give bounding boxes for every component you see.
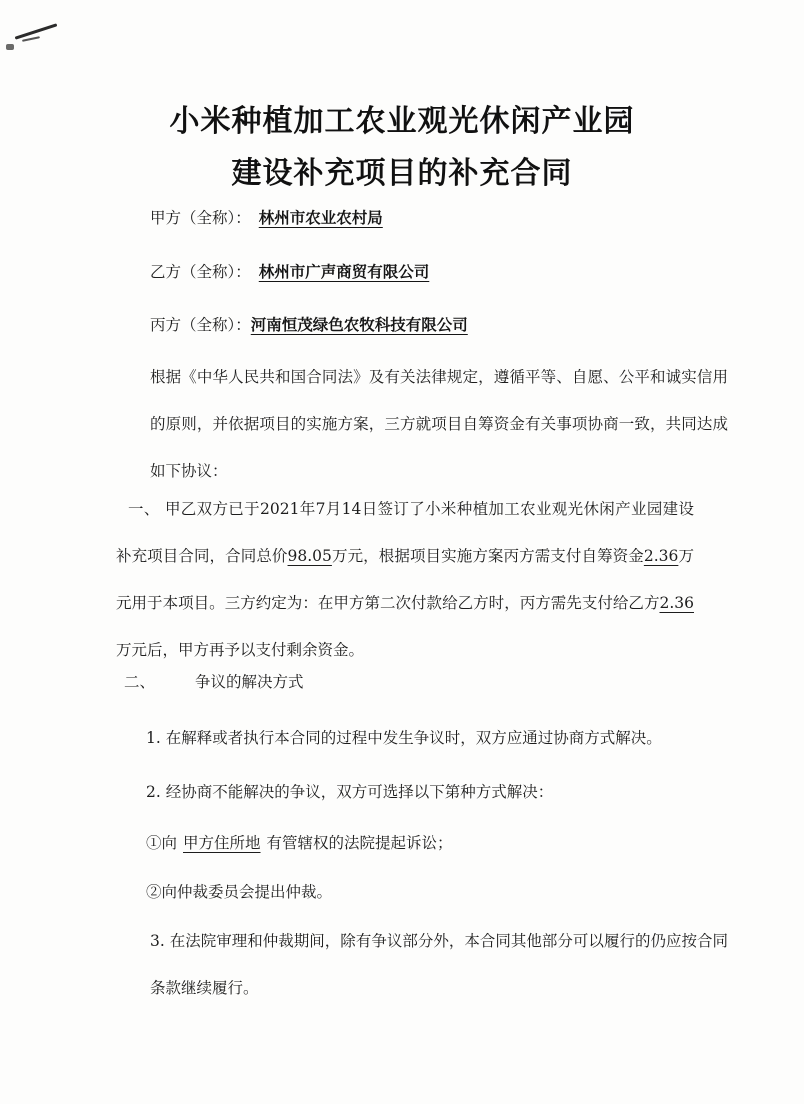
party-b xyxy=(150,260,437,282)
section-2-number: 二、 xyxy=(124,673,156,691)
section-1-text-c: 万元用于本项目。三方约定为：在甲方第二次付款给乙方时，丙方需先支付给乙方 xyxy=(116,547,694,612)
party-c-name: 河南恒茂绿色农牧科技有限公司 xyxy=(250,315,468,334)
party-a-name: 林州市农业农村局 xyxy=(258,208,383,227)
section-2-title: 争议的解决方式 xyxy=(195,673,304,691)
party-a-label: 甲方（全称）： xyxy=(150,209,251,227)
clause-option-2: ②向仲裁委员会提出仲裁。 xyxy=(146,883,333,901)
document-title-line-2: 建设补充项目的补充合同 xyxy=(231,156,573,191)
option-1-prefix: ①向 xyxy=(146,834,178,852)
section-1-text-b: 万元，根据项目实施方案丙方需支付自筹资金 xyxy=(331,547,644,565)
clause-2: 2. 经协商不能解决的争议，双方可选择以下第种方式解决： xyxy=(146,783,554,801)
self-fund-value: 2.36 xyxy=(643,547,679,565)
option-1-place: 甲方住所地 xyxy=(183,834,261,852)
party-b-name: 林州市广声商贸有限公司 xyxy=(258,262,430,281)
party-c xyxy=(150,313,476,335)
section-1-text-a: 一、 甲乙双方已于2021年7月14日签订了小米种植加工农业观光休闲产业园建设补充项目合同，合同总价 xyxy=(116,500,694,565)
section-1-text-d: 万元后，甲方再予以支付剩余资金。 xyxy=(116,641,365,659)
section-2-heading xyxy=(124,670,304,692)
scan-mark xyxy=(22,36,40,42)
scan-mark xyxy=(6,44,14,50)
party-b-label: 乙方（全称）： xyxy=(150,263,251,281)
prepay-value: 2.36 xyxy=(659,594,694,612)
clause-1: 1. 在解释或者执行本合同的过程中发生争议时，双方应通过协商方式解决。 xyxy=(146,729,662,747)
clause-3: 3. 在法院审理和仲裁期间，除有争议部分外，本合同其他部分可以履行的仍应按合同条款继续履行。 xyxy=(150,932,728,997)
option-1-suffix: 有管辖权的法院提起诉讼； xyxy=(266,834,453,852)
clause-option-1 xyxy=(146,831,453,853)
party-c-label: 丙方（全称）： xyxy=(150,316,251,334)
section-1-paragraph xyxy=(116,486,694,674)
contract-total-value: 98.05 xyxy=(287,547,332,565)
intro-paragraph: 根据《中华人民共和国合同法》及有关法律规定，遵循平等、自愿、公平和诚实信用的原则，并依据项目的实施方案，三方就项目自筹资金有关事项协商一致，共同达成如下协议： xyxy=(150,368,728,480)
party-a xyxy=(150,206,391,228)
document-title-line-1: 小米种植加工农业观光休闲产业园 xyxy=(169,104,635,139)
